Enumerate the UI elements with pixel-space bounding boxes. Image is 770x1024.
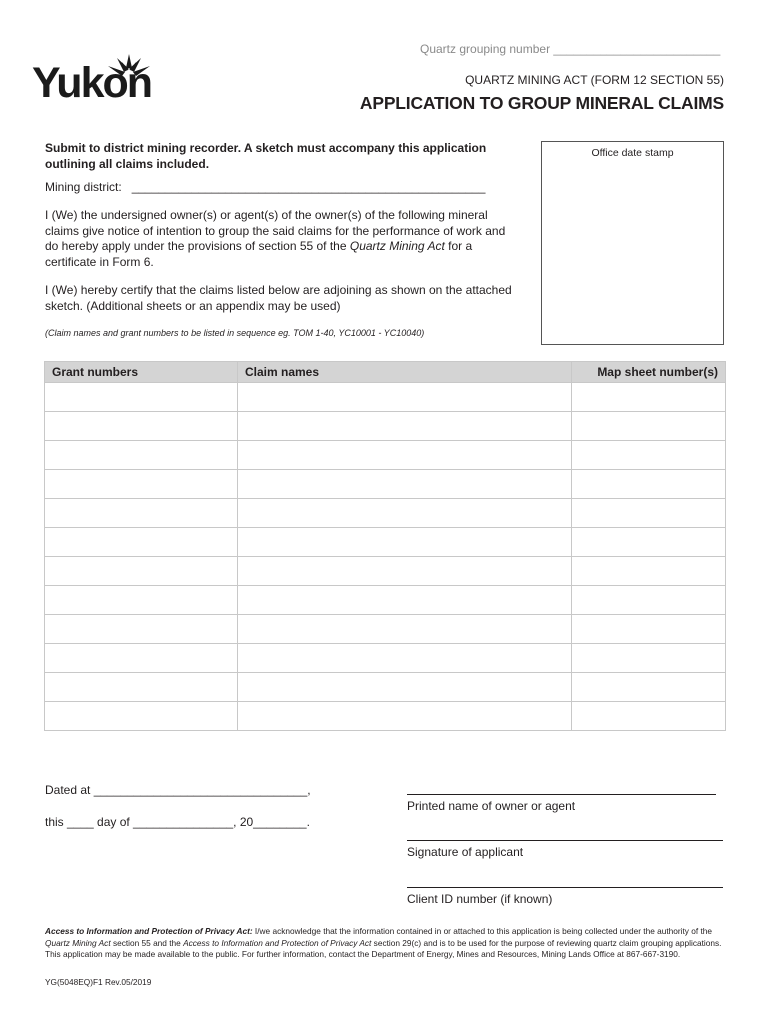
grant-number-cell[interactable] xyxy=(45,586,238,615)
privacy-text: section 29(c) and is to be used for the purpose of reviewing quartz claim grouping applications. This application may be made available to the public. For further information, contact the Department of Energy, Mines and Resources, Mining Lands Office at 867-667-3190. xyxy=(45,937,722,959)
grant-number-cell[interactable] xyxy=(45,557,238,586)
claim-name-cell[interactable] xyxy=(238,644,572,673)
table-row xyxy=(45,470,726,499)
map-sheet-cell[interactable] xyxy=(572,557,726,586)
table-row xyxy=(45,499,726,528)
signature-label: Signature of applicant xyxy=(407,845,524,859)
grant-number-cell[interactable] xyxy=(45,528,238,557)
claim-name-cell[interactable] xyxy=(238,673,572,702)
map-sheet-cell[interactable] xyxy=(572,586,726,615)
claim-name-cell[interactable] xyxy=(238,557,572,586)
privacy-notice xyxy=(45,926,725,961)
form-code: YG(5048EQ)F1 Rev.05/2019 xyxy=(45,977,152,987)
claim-name-cell[interactable] xyxy=(238,702,572,731)
listing-note: (Claim names and grant numbers to be listed in sequence eg. TOM 1-40, YC10001 - YC10040) xyxy=(45,328,425,338)
privacy-heading: Access to Information and Protection of Privacy Act: xyxy=(45,926,253,936)
table-row xyxy=(45,615,726,644)
signature-line[interactable] xyxy=(407,840,723,841)
notice-paragraph xyxy=(45,208,520,270)
table-row xyxy=(45,673,726,702)
claim-name-cell[interactable] xyxy=(238,412,572,441)
grant-number-cell[interactable] xyxy=(45,470,238,499)
table-row xyxy=(45,557,726,586)
grant-number-cell[interactable] xyxy=(45,412,238,441)
privacy-act-name: Quartz Mining Act xyxy=(45,937,111,948)
claim-name-cell[interactable] xyxy=(238,615,572,644)
map-sheet-cell[interactable] xyxy=(572,383,726,412)
claim-name-cell[interactable] xyxy=(238,441,572,470)
table-row xyxy=(45,441,726,470)
map-sheet-cell[interactable] xyxy=(572,615,726,644)
claim-name-cell[interactable] xyxy=(238,383,572,412)
yukon-logo xyxy=(32,54,172,114)
grant-numbers-header: Grant numbers xyxy=(45,362,238,383)
table-row xyxy=(45,586,726,615)
map-sheet-cell[interactable] xyxy=(572,702,726,731)
mining-district-field[interactable]: Mining district: _____________________________________________________ xyxy=(45,180,486,194)
map-sheet-header: Map sheet number(s) xyxy=(572,362,726,383)
claim-name-cell[interactable] xyxy=(238,470,572,499)
dated-at-field[interactable]: Dated at ________________________________, xyxy=(45,783,311,797)
claim-name-cell[interactable] xyxy=(238,528,572,557)
table-row xyxy=(45,702,726,731)
map-sheet-cell[interactable] xyxy=(572,441,726,470)
form-title: APPLICATION TO GROUP MINERAL CLAIMS xyxy=(359,93,724,113)
grant-number-cell[interactable] xyxy=(45,702,238,731)
table-row xyxy=(45,644,726,673)
claim-name-cell[interactable] xyxy=(238,586,572,615)
act-reference: QUARTZ MINING ACT (FORM 12 SECTION 55) xyxy=(465,73,724,87)
date-field[interactable]: this ____ day of _______________, 20________. xyxy=(45,815,310,829)
privacy-text: section 55 and the xyxy=(110,937,184,948)
map-sheet-cell[interactable] xyxy=(572,673,726,702)
table-row xyxy=(45,383,726,412)
claim-names-header: Claim names xyxy=(238,362,572,383)
claims-table-header xyxy=(45,362,726,383)
table-row xyxy=(45,412,726,441)
grant-number-cell[interactable] xyxy=(45,644,238,673)
table-row xyxy=(45,528,726,557)
claim-name-cell[interactable] xyxy=(238,499,572,528)
map-sheet-cell[interactable] xyxy=(572,499,726,528)
claims-table xyxy=(44,361,726,731)
map-sheet-cell[interactable] xyxy=(572,412,726,441)
grant-number-cell[interactable] xyxy=(45,383,238,412)
notice-text-start: I (We) the undersigned owner(s) or agent(s) of the owner(s) of the following mineral claims give notice of intention to group the said claims for the performance of work and do hereby apply under the provisions of section 55 of the xyxy=(45,208,506,253)
client-id-label: Client ID number (if known) xyxy=(407,892,553,906)
submission-instructions: Submit to district mining recorder. A sketch must accompany this application outlining all claims included. xyxy=(45,141,487,171)
map-sheet-cell[interactable] xyxy=(572,470,726,499)
quartz-grouping-number-field[interactable]: Quartz grouping number _________________________ xyxy=(420,42,721,56)
client-id-line[interactable] xyxy=(407,887,723,888)
notice-text-end: for a certificate in Form 6. xyxy=(45,239,473,269)
privacy-text: I/we acknowledge that the information contained in or attached to this application is being collected under the authority of the xyxy=(252,926,713,936)
map-sheet-cell[interactable] xyxy=(572,528,726,557)
printed-name-line[interactable] xyxy=(407,794,716,795)
act-name: Quartz Mining Act xyxy=(349,239,445,253)
certification-paragraph: I (We) hereby certify that the claims listed below are adjoining as shown on the attached sketch. (Additional sheets or an appendix may be used) xyxy=(45,283,512,313)
grant-number-cell[interactable] xyxy=(45,441,238,470)
printed-name-label: Printed name of owner or agent xyxy=(407,799,576,813)
grant-number-cell[interactable] xyxy=(45,615,238,644)
office-date-stamp-box xyxy=(541,141,724,345)
office-date-stamp-label: Office date stamp xyxy=(591,147,674,159)
logo-wordmark: Yukon xyxy=(32,59,152,107)
grant-number-cell[interactable] xyxy=(45,673,238,702)
grant-number-cell[interactable] xyxy=(45,499,238,528)
privacy-act-name: Access to Information and Protection of Privacy Act xyxy=(183,937,372,948)
map-sheet-cell[interactable] xyxy=(572,644,726,673)
claims-table-body xyxy=(45,383,726,731)
